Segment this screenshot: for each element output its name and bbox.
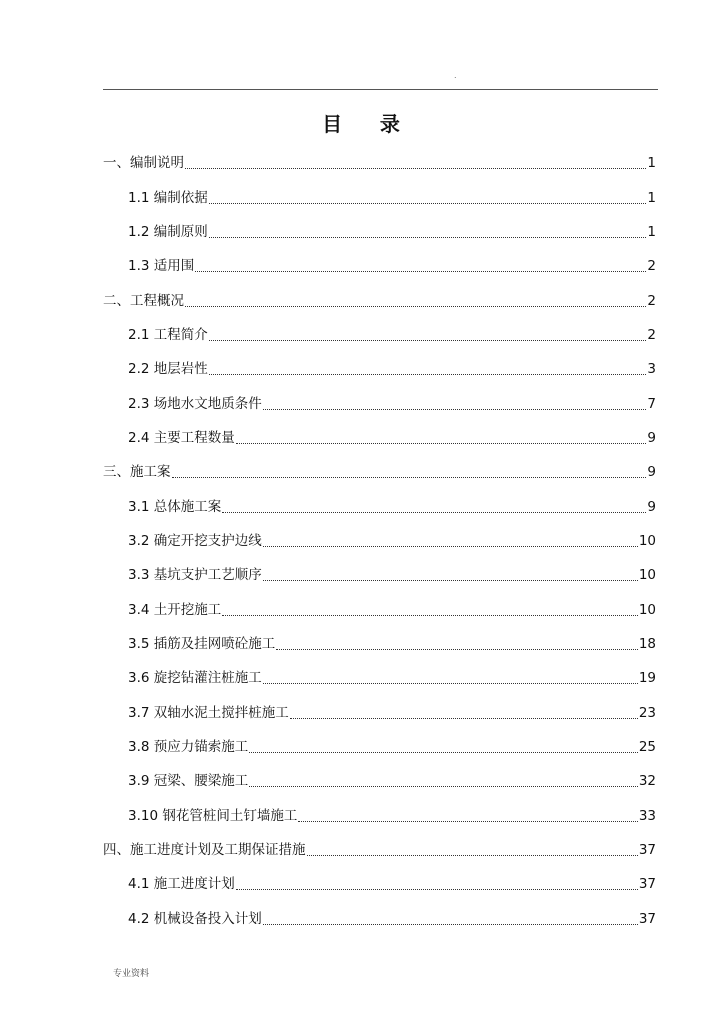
toc-entry-page: 2 [647,292,656,309]
page-title: 目 录 [322,112,402,136]
toc-entry-page: 1 [647,189,656,206]
toc-entry[interactable] [103,524,656,558]
toc-entry-page: 33 [638,807,656,824]
toc-entry-page: 18 [638,635,656,652]
toc-entry-page: 25 [638,739,656,756]
toc-entry-label: 1.1 编制依据 [128,189,208,206]
toc-entry[interactable] [103,627,656,661]
toc-entry-label: 一、编制说明 [103,155,184,172]
toc-entry[interactable] [103,215,656,249]
toc-dot-leader [172,476,647,478]
toc-entry-page: 19 [638,670,656,687]
toc-entry[interactable] [103,283,656,317]
toc-dot-leader [222,511,646,513]
toc-dot-leader [209,236,647,238]
toc-dot-leader [290,717,638,719]
toc-entry-page: 9 [647,498,656,515]
toc-dot-leader [236,888,638,890]
toc-entry[interactable] [103,455,656,489]
toc-dot-leader [236,442,647,444]
toc-entry-page: 10 [638,567,656,584]
toc-entry-page: 37 [638,910,656,927]
toc-entry[interactable] [103,799,656,833]
toc-dot-leader [209,202,647,204]
toc-entry-page: 2 [647,258,656,275]
toc-dot-leader [222,614,638,616]
toc-entry-label: 1.3 适用围 [128,258,195,275]
toc-dot-leader [209,373,647,375]
toc-entry-label: 3.5 插筋及挂网喷砼施工 [128,635,276,652]
toc-dot-leader [185,167,646,169]
toc-entry-label: 2.4 主要工程数量 [128,429,235,446]
footer-label: 专业资料 [113,969,150,979]
toc-entry-page: 10 [638,532,656,549]
toc-entry-page: 37 [638,876,656,893]
toc-entry-page: 3 [647,361,656,378]
toc-entry-label: 3.4 土开挖施工 [128,601,222,618]
toc-dot-leader [195,270,646,272]
toc-dot-leader [263,408,647,410]
toc-entry[interactable] [103,867,656,901]
toc-dot-leader [249,751,638,753]
toc-entry[interactable] [103,558,656,592]
toc-dot-leader [263,682,638,684]
toc-dot-leader [276,648,638,650]
toc-entry-label: 3.1 总体施工案 [128,498,222,515]
toc-dot-leader [185,305,646,307]
toc-entry[interactable] [103,386,656,420]
toc-entry-label: 2.2 地层岩性 [128,361,208,378]
toc-entry[interactable] [103,146,656,180]
toc-dot-leader [209,339,647,341]
table-of-contents [103,146,656,936]
toc-entry[interactable] [103,249,656,283]
toc-entry-page: 9 [647,464,656,481]
toc-entry[interactable] [103,696,656,730]
toc-entry[interactable] [103,661,656,695]
toc-dot-leader [263,545,638,547]
toc-dot-leader [263,923,638,925]
toc-entry-label: 二、工程概况 [103,292,184,309]
toc-entry-label: 3.10 钢花管桩间土钉墙施工 [128,807,298,824]
toc-entry[interactable] [103,421,656,455]
toc-entry-label: 3.3 基坑支护工艺顺序 [128,567,262,584]
toc-entry[interactable] [103,902,656,936]
toc-dot-leader [263,579,638,581]
toc-dot-leader [307,854,638,856]
toc-entry[interactable] [103,730,656,764]
toc-entry[interactable] [103,592,656,626]
toc-entry-label: 2.1 工程简介 [128,326,208,343]
toc-entry[interactable] [103,489,656,523]
toc-entry[interactable] [103,352,656,386]
toc-entry-label: 3.7 双轴水泥土搅拌桩施工 [128,704,289,721]
toc-entry-label: 3.9 冠梁、腰梁施工 [128,773,249,790]
toc-entry[interactable] [103,764,656,798]
header-mark: . [454,71,457,80]
toc-entry-page: 7 [647,395,656,412]
toc-entry[interactable] [103,180,656,214]
toc-entry-page: 1 [647,155,656,172]
toc-entry-label: 四、施工进度计划及工期保证措施 [103,842,306,859]
toc-entry-page: 9 [647,429,656,446]
toc-entry-page: 23 [638,704,656,721]
toc-entry-page: 2 [647,326,656,343]
toc-entry-label: 3.2 确定开挖支护边线 [128,532,262,549]
toc-entry-label: 3.8 预应力锚索施工 [128,739,249,756]
toc-entry-page: 10 [638,601,656,618]
header-rule [103,89,658,90]
toc-entry-label: 2.3 场地水文地质条件 [128,395,262,412]
toc-dot-leader [249,785,638,787]
toc-entry-page: 32 [638,773,656,790]
toc-entry-page: 1 [647,223,656,240]
toc-entry-label: 三、施工案 [103,464,171,481]
toc-entry-label: 1.2 编制原则 [128,223,208,240]
toc-entry-label: 4.2 机械设备投入计划 [128,910,262,927]
toc-entry-label: 4.1 施工进度计划 [128,876,235,893]
toc-dot-leader [298,820,637,822]
toc-entry-page: 37 [638,842,656,859]
toc-entry-label: 3.6 旋挖钻灌注桩施工 [128,670,262,687]
toc-entry[interactable] [103,833,656,867]
toc-entry[interactable] [103,318,656,352]
